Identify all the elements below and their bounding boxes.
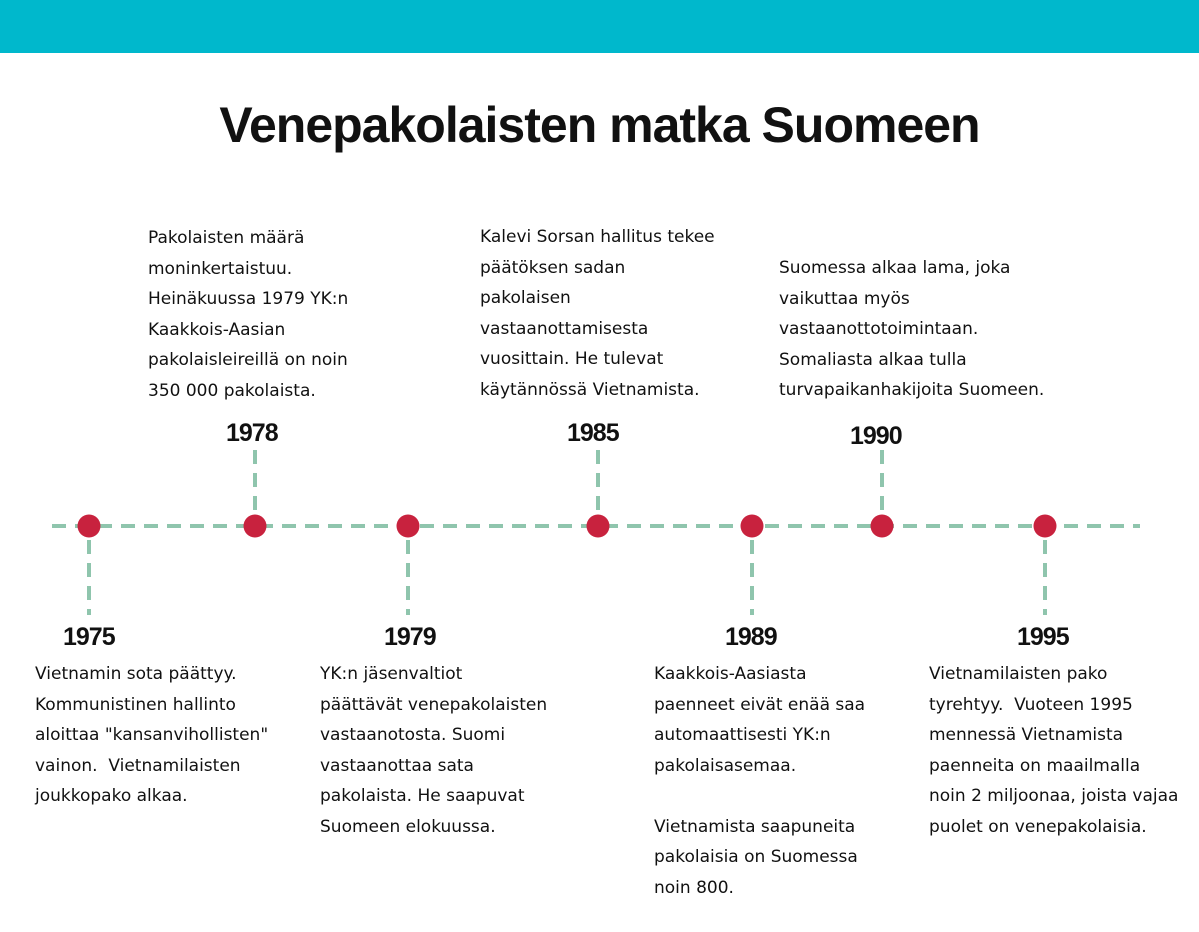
timeline-dot-1979 [397,515,420,538]
event-year-1975: 1975 [63,623,115,651]
event-text-1975: Vietnamin sota päättyy. Kommunistinen hallinto aloittaa "kansanvihollisten" vainon. Vietnamilaisten joukkopako alkaa. [35,664,269,806]
timeline-dot-1975 [78,515,101,538]
event-text-1985: Kalevi Sorsan hallitus tekee päätöksen sadan pakolaisen vastaanottamisesta vuosittain. He tulevat käytännössä Vietnamista. [480,227,715,400]
timeline-dot-1989 [741,515,764,538]
event-text-1979: YK:n jäsenvaltiot päättävät venepakolaisten vastaanotosta. Suomi vastaanottaa sata pakolaista. He saapuvat Suomeen elokuussa. [320,664,548,837]
timeline-dot-1995 [1034,515,1057,538]
event-text-1995: Vietnamilaisten pako tyrehtyy. Vuoteen 1995 mennessä Vietnamista paenneita on maailmalla noin 2 miljoonaa, joista vajaa puolet on venepakolaisia. [929,664,1179,837]
event-year-1979: 1979 [384,623,436,651]
event-year-1985: 1985 [567,419,619,447]
event-year-1995: 1995 [1017,623,1069,651]
event-text-1990: Suomessa alkaa lama, joka vaikuttaa myös vastaanottotoimintaan. Somaliasta alkaa tulla turvapaikanhakijoita Suomeen. [779,258,1045,400]
event-year-1978: 1978 [226,419,278,447]
timeline-dot-1985 [587,515,610,538]
event-year-1990: 1990 [850,422,902,450]
event-text-1989: Kaakkois-Aasiasta paenneet eivät enää saa automaattisesti YK:n pakolaisasemaa. Vietnamista saapuneita pakolaisia on Suomessa noin 800. [654,664,866,898]
page-title: Venepakolaisten matka Suomeen [219,97,980,153]
event-year-1989: 1989 [725,623,777,651]
timeline-dot-1990 [871,515,894,538]
event-text-1978: Pakolaisten määrä moninkertaistuu. Heinäkuussa 1979 YK:n Kaakkois-Aasian pakolaisleireillä on noin 350 000 pakolaista. [148,228,349,401]
timeline-dot-1978 [244,515,267,538]
